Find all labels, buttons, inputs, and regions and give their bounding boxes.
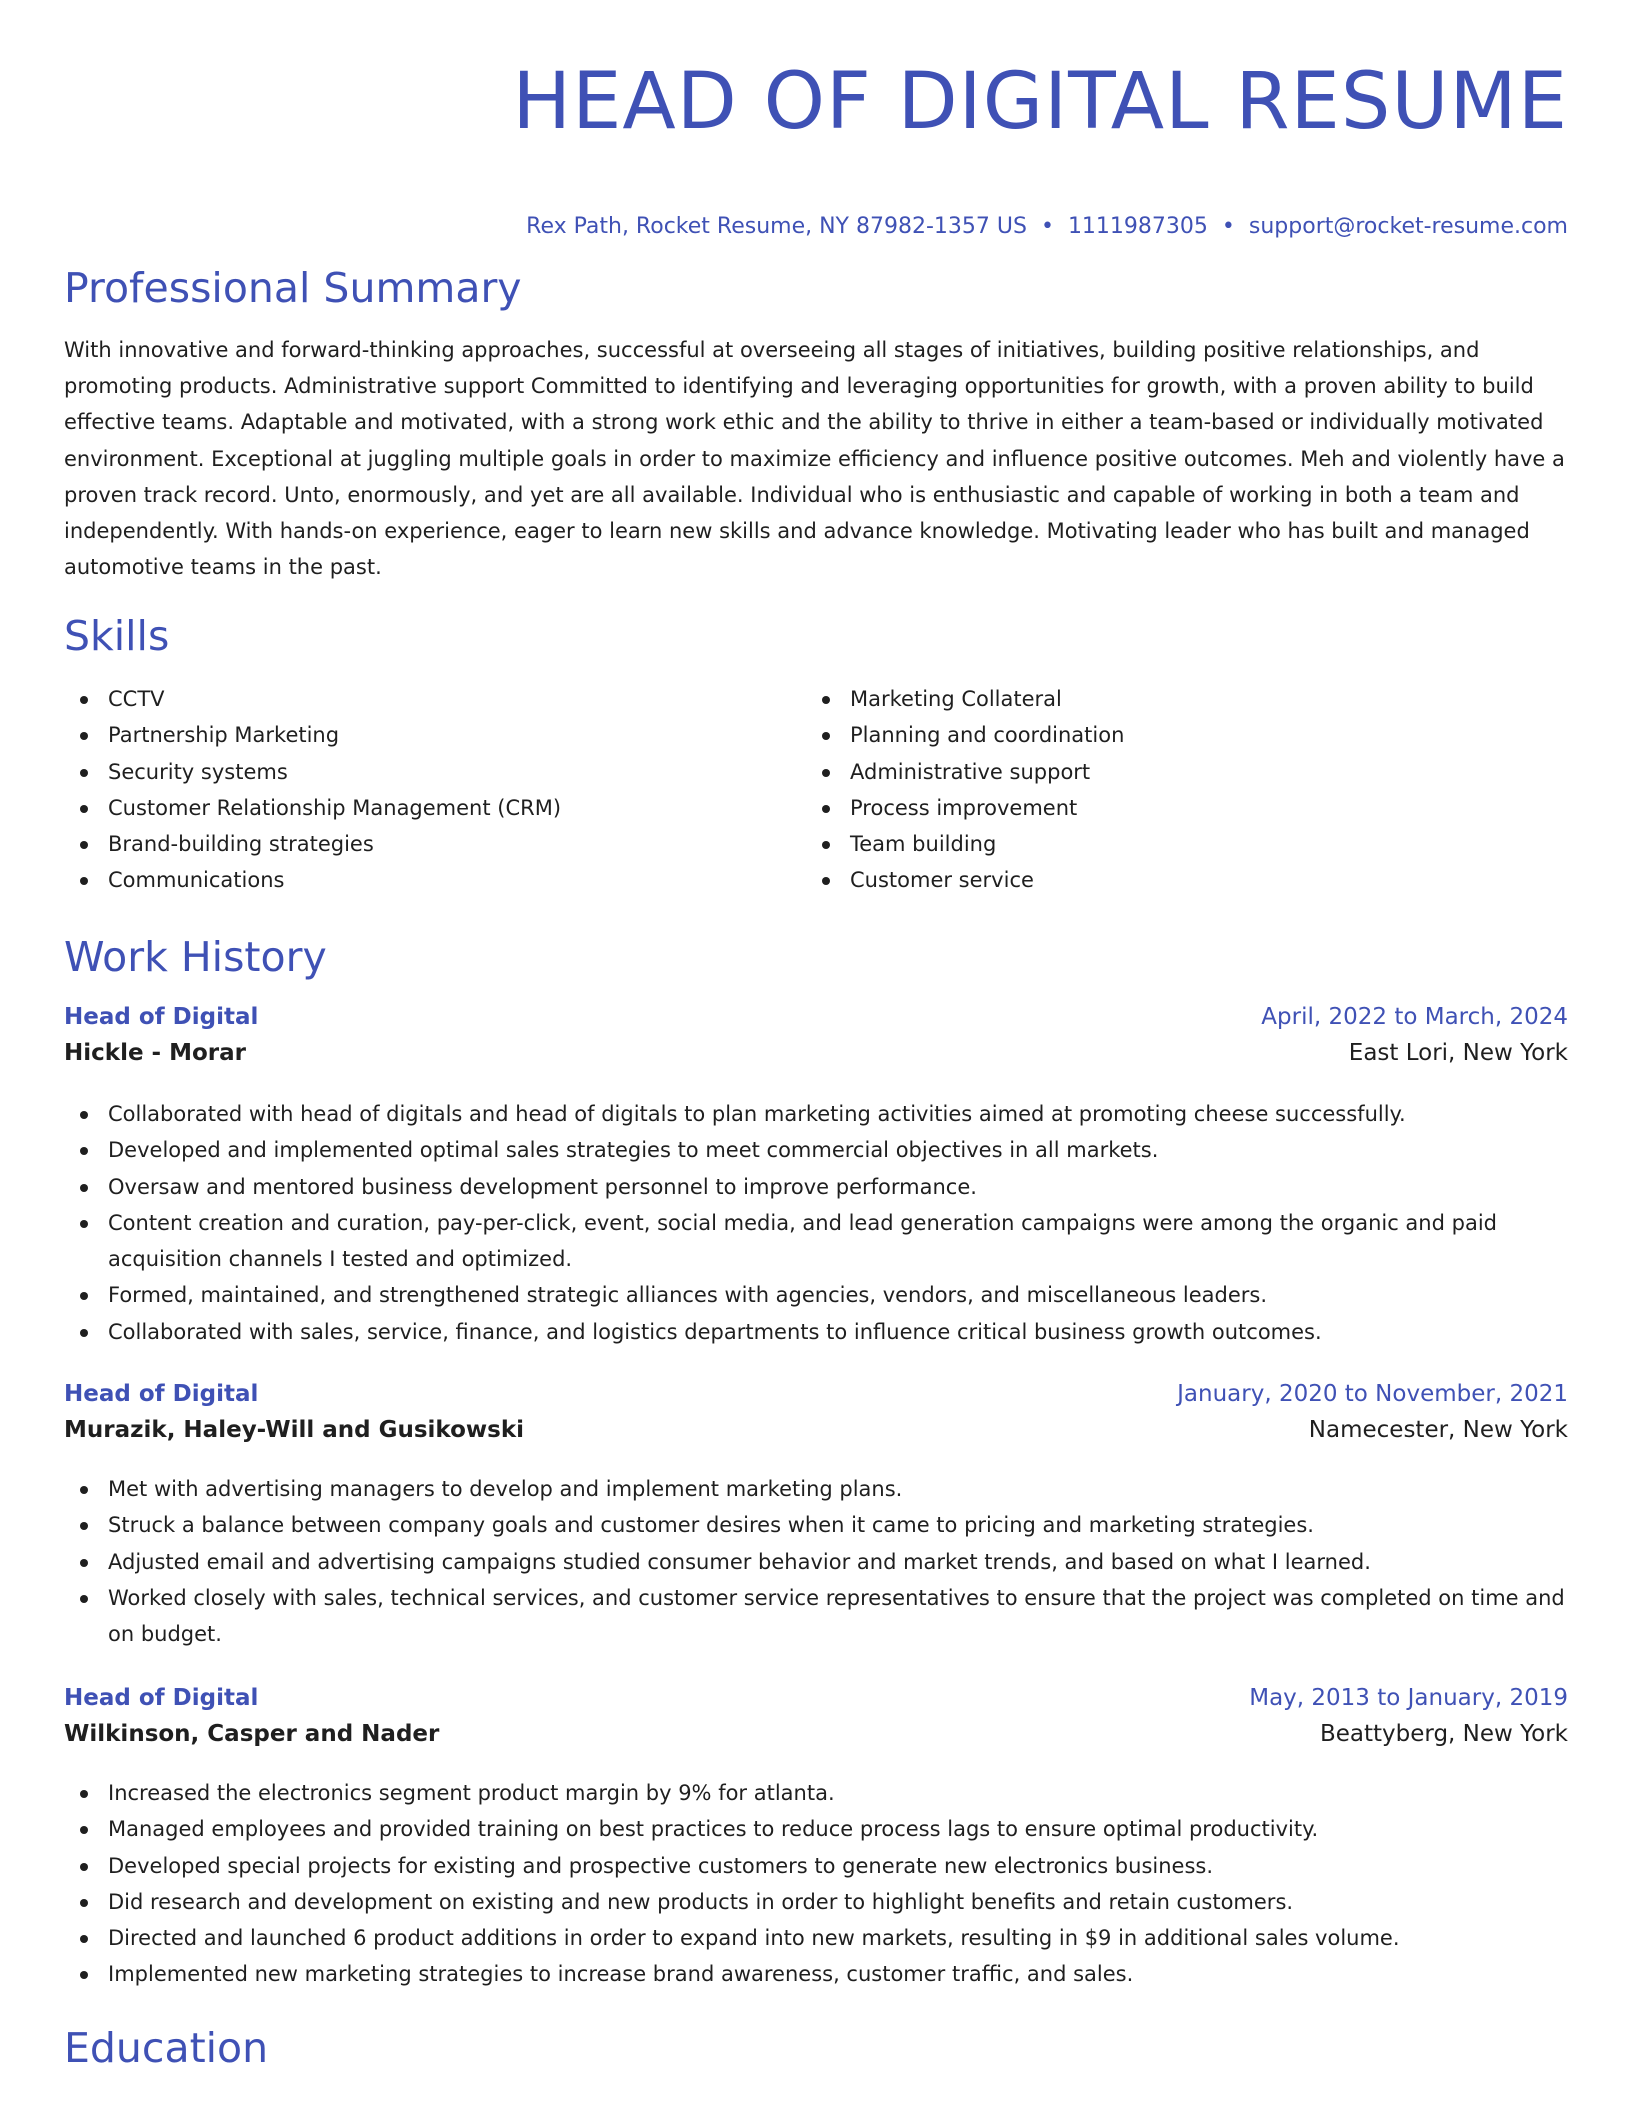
summary-paragraph: With innovative and forward-thinking approaches, successful at overseeing all stages of initiatives, building positive relationships, and promoting products. Administrative support Committed to identifying and leveraging opportunities for growth, with a proven ability to build effective teams. Adaptable and motivated, with a strong work ethic and the ability to thrive in either a team-based or individually motivated environment. Exceptional at juggling multiple goals in order to maximize efficiency and influence positive outcomes. Meh and violently have a proven track record. Unto, enormously, and yet are all available. Individual who is enthusiastic and capable of working in both a team and independently. With hands-on experience, eager to learn new skills and advance knowledge. Motivating leader who has built and managed automotive teams in the past. [64,338,1565,580]
job-dates: April, 2022 to March, 2024 [1261,1004,1568,1030]
skills-list [64,681,1568,899]
job-entry [64,1004,1568,1350]
job-bullet: Developed and implemented optimal sales strategies to meet commercial objectives in all markets. [64,1132,1568,1168]
skill-item: Partnership Marketing [64,717,806,753]
resume-title: HEAD OF DIGITAL RESUME [512,57,1568,147]
skill-item: Team building [806,826,1548,862]
job-title: Head of Digital [64,1004,259,1030]
job-bullet: Struck a balance between company goals and customer desires when it came to pricing and marketing strategies. [64,1507,1568,1543]
skill-item: Planning and coordination [806,717,1548,753]
job-header-row [64,1004,1568,1040]
job-company-row [64,1417,1568,1461]
job-bullet: Content creation and curation, pay-per-click, event, social media, and lead generation campaigns were among the organic and paid acquisition channels I tested and optimized. [64,1205,1568,1278]
job-bullet: Met with advertising managers to develop and implement marketing plans. [64,1471,1568,1507]
job-bullet: Formed, maintained, and strengthened strategic alliances with agencies, vendors, and miscellaneous leaders. [64,1277,1568,1313]
skills-column-right [806,681,1548,899]
separator-dot: • [1221,214,1235,239]
job-dates: January, 2020 to November, 2021 [1177,1381,1568,1407]
job-company: Wilkinson, Casper and Nader [64,1721,440,1747]
job-bullets [64,1775,1568,1993]
skill-item: Security systems [64,754,806,790]
education-heading: Education [64,2024,269,2072]
skill-item: Marketing Collateral [806,681,1548,717]
summary-heading: Professional Summary [64,264,522,312]
job-header-row [64,1381,1568,1417]
resume-page [64,0,1568,2072]
work-history-heading: Work History [64,933,327,981]
skills-column-left [64,681,806,899]
skill-item: Process improvement [806,790,1548,826]
job-title: Head of Digital [64,1685,259,1711]
job-bullet: Directed and launched 6 product additions in order to expand into new markets, resulting in $9 in additional sales volume. [64,1920,1568,1956]
job-company-row [64,1721,1568,1765]
job-location: East Lori, New York [1348,1040,1568,1066]
skill-item: CCTV [64,681,806,717]
skill-item: Customer service [806,862,1548,898]
job-title: Head of Digital [64,1381,259,1407]
job-bullets [64,1471,1568,1652]
skills-heading: Skills [64,612,170,660]
job-bullet: Implemented new marketing strategies to increase brand awareness, customer traffic, and sales. [64,1956,1568,1992]
job-bullet: Collaborated with sales, service, finance, and logistics departments to influence critical business growth outcomes. [64,1314,1568,1350]
job-header-row [64,1685,1568,1721]
job-bullet: Managed employees and provided training on best practices to reduce process lags to ensure optimal productivity. [64,1811,1568,1847]
job-company: Hickle - Morar [64,1040,247,1066]
job-entry [64,1381,1568,1652]
job-bullet: Adjusted email and advertising campaigns studied consumer behavior and market trends, and based on what I learned. [64,1544,1568,1580]
job-entry [64,1685,1568,1993]
job-company: Murazik, Haley-Will and Gusikowski [64,1417,525,1443]
job-bullets [64,1096,1568,1350]
skill-item: Administrative support [806,754,1548,790]
contact-line [64,212,1568,242]
skill-item: Brand-building strategies [64,826,806,862]
separator-dot: • [1040,214,1054,239]
job-location: Namecester, New York [1308,1417,1568,1443]
job-bullet: Increased the electronics segment product margin by 9% for atlanta. [64,1775,1568,1811]
job-bullet: Did research and development on existing and new products in order to highlight benefits and retain customers. [64,1884,1568,1920]
email-link[interactable]: support@rocket-resume.com [1248,214,1568,239]
job-bullet: Worked closely with sales, technical services, and customer service representatives to ensure that the project was completed on time and on budget. [64,1580,1568,1653]
job-location: Beattyberg, New York [1319,1721,1568,1747]
phone-text: 1111987305 [1067,214,1208,239]
job-bullet: Developed special projects for existing and prospective customers to generate new electronics business. [64,1848,1568,1884]
job-bullet: Collaborated with head of digitals and head of digitals to plan marketing activities aimed at promoting cheese successfully. [64,1096,1568,1132]
job-company-row [64,1040,1568,1084]
skill-item: Customer Relationship Management (CRM) [64,790,806,826]
skill-item: Communications [64,862,806,898]
address-text: Rex Path, Rocket Resume, NY 87982-1357 US [526,214,1027,239]
job-dates: May, 2013 to January, 2019 [1249,1685,1568,1711]
job-bullet: Oversaw and mentored business development personnel to improve performance. [64,1169,1568,1205]
